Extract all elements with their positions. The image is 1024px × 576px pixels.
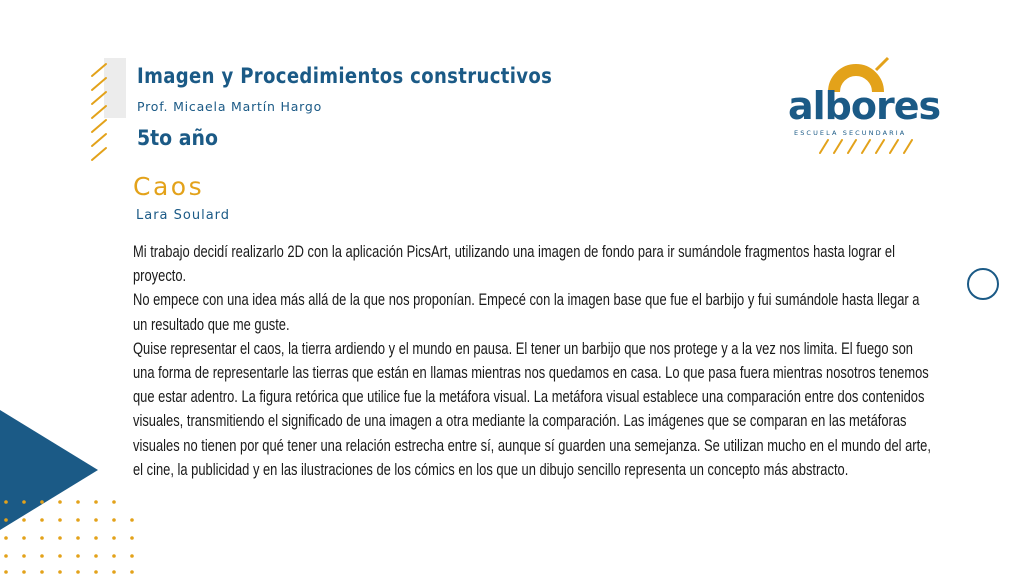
- paragraph-1: Mi trabajo decidí realizarlo 2D con la aplicación PicsArt, utilizando una imagen de fondo para ir sumándole fragmentos hasta lograr el proyecto.: [133, 242, 895, 286]
- paragraph-3: Quise representar el caos, la tierra ardiendo y el mundo en pausa. El tener un barbijo que nos protege y a la vez nos limita. El fuego son una forma de representarle las tierras que están en llamas mientras nos quedamos en casa. Lo que pasa fuera mientras nosotros tenemos que estar adentro. La figura retórica que utilice fue la metáfora visual. La metáfora visual establece una comparación entre dos contenidos visuales, transmitiendo el significado de una imagen a otra mediante la comparación. Las imágenes que se comparan en las metáforas visuales no tienen por qué tener una relación estrecha entre sí, aunque sí guarden una semejanza. Se utilizan mucho en el mundo del arte, el cine, la publicidad y en las ilustraciones de los cómics en los que un dibujo sencillo representa un concepto más abstracto.: [133, 338, 931, 479]
- school-logo: [784, 56, 941, 160]
- logo-wordmark: albores: [788, 84, 941, 128]
- author-name: Lara Soulard: [136, 208, 231, 223]
- teacher-name: Prof. Micaela Martín Hargo: [137, 99, 323, 114]
- description-text: [133, 240, 931, 482]
- decorative-dots: [0, 498, 140, 576]
- decorative-stripes: [88, 62, 114, 170]
- logo-subtitle: ESCUELA SECUNDARIA: [794, 129, 907, 137]
- work-title: Caos: [133, 172, 205, 201]
- paragraph-2: No empece con una idea más allá de la que nos proponían. Empecé con la imagen base que fue el barbijo y fui sumándole hasta llegar a un resultado que me guste.: [133, 290, 920, 334]
- decorative-circle: [967, 268, 999, 300]
- course-title: Imagen y Procedimientos constructivos: [137, 64, 553, 88]
- logo-stripes: [818, 138, 928, 154]
- grade-label: 5to año: [137, 126, 218, 150]
